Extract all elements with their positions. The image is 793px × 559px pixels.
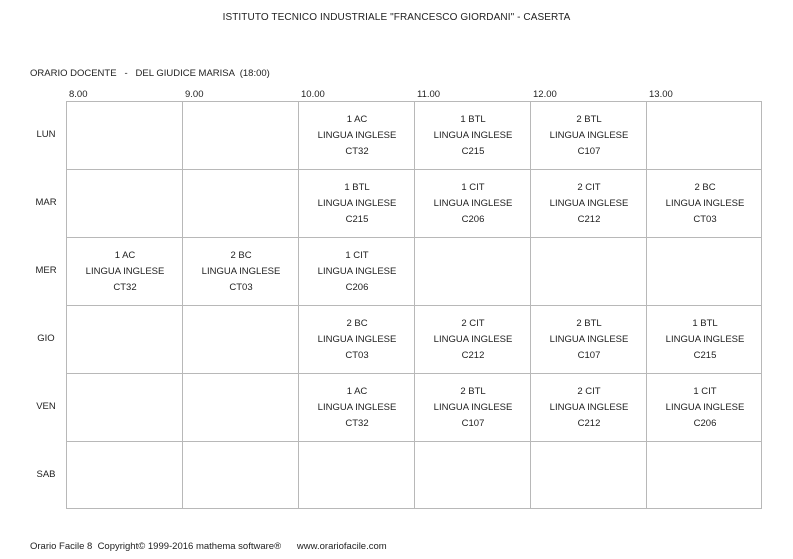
lesson-cell xyxy=(531,170,647,238)
lesson-class: 2 BC xyxy=(230,250,252,261)
lesson-room: C107 xyxy=(461,418,485,429)
day-label: MER xyxy=(35,265,57,276)
school-title: ISTITUTO TECNICO INDUSTRIALE "FRANCESCO GIORDANI" - CASERTA xyxy=(222,12,571,23)
lesson-subject: LINGUA INGLESE xyxy=(665,334,745,345)
hour-label: 13.00 xyxy=(649,89,673,100)
lesson-room: C206 xyxy=(461,214,485,225)
lesson-class: 1 BTL xyxy=(692,318,718,329)
lesson-class: 2 CIT xyxy=(461,318,485,329)
lesson-room: C206 xyxy=(345,282,369,293)
lesson-cell xyxy=(415,170,531,238)
lesson-class: 2 BTL xyxy=(576,114,602,125)
lesson-room: CT32 xyxy=(113,282,137,293)
lesson-subject: LINGUA INGLESE xyxy=(201,266,281,277)
lesson-cell xyxy=(531,306,647,374)
timetable-grid xyxy=(66,101,762,509)
lesson-cell xyxy=(299,306,415,374)
lesson-room: C107 xyxy=(577,350,601,361)
lesson-room: C212 xyxy=(577,418,601,429)
lesson-subject: LINGUA INGLESE xyxy=(549,130,629,141)
lesson-room: CT32 xyxy=(345,418,369,429)
lesson-subject: LINGUA INGLESE xyxy=(317,130,397,141)
lesson-subject: LINGUA INGLESE xyxy=(549,334,629,345)
lesson-subject: LINGUA INGLESE xyxy=(549,402,629,413)
lesson-cell xyxy=(299,170,415,238)
lesson-cell xyxy=(415,374,531,442)
lesson-cell xyxy=(647,170,763,238)
lesson-class: 2 BC xyxy=(694,182,716,193)
day-label: GIO xyxy=(37,333,55,344)
lesson-class: 2 CIT xyxy=(577,386,601,397)
lesson-cell xyxy=(647,374,763,442)
day-label: SAB xyxy=(36,469,56,480)
lesson-class: 2 BC xyxy=(346,318,368,329)
lesson-room: CT03 xyxy=(229,282,253,293)
hour-label: 9.00 xyxy=(185,89,204,100)
lesson-cell xyxy=(299,374,415,442)
lesson-cell xyxy=(531,374,647,442)
lesson-subject: LINGUA INGLESE xyxy=(317,198,397,209)
lesson-subject: LINGUA INGLESE xyxy=(665,198,745,209)
lesson-cell xyxy=(183,238,299,306)
lesson-cell xyxy=(531,102,647,170)
lesson-class: 1 AC xyxy=(346,114,368,125)
lesson-subject: LINGUA INGLESE xyxy=(665,402,745,413)
lesson-subject: LINGUA INGLESE xyxy=(317,402,397,413)
lesson-room: C206 xyxy=(693,418,717,429)
lesson-subject: LINGUA INGLESE xyxy=(433,402,513,413)
lesson-room: C107 xyxy=(577,146,601,157)
lesson-class: 1 CIT xyxy=(345,250,369,261)
lesson-room: C212 xyxy=(461,350,485,361)
lesson-class: 2 CIT xyxy=(577,182,601,193)
lesson-subject: LINGUA INGLESE xyxy=(317,266,397,277)
day-label: MAR xyxy=(35,197,57,208)
lesson-subject: LINGUA INGLESE xyxy=(549,198,629,209)
hour-label: 8.00 xyxy=(69,89,88,100)
lesson-class: 1 AC xyxy=(346,386,368,397)
hour-label: 12.00 xyxy=(533,89,557,100)
lesson-room: CT03 xyxy=(345,350,369,361)
lesson-room: C215 xyxy=(693,350,717,361)
lesson-subject: LINGUA INGLESE xyxy=(433,198,513,209)
lesson-class: 1 BTL xyxy=(344,182,370,193)
lesson-cell xyxy=(647,306,763,374)
lesson-class: 1 CIT xyxy=(693,386,717,397)
lesson-room: CT03 xyxy=(693,214,717,225)
lesson-class: 2 BTL xyxy=(576,318,602,329)
hour-label: 10.00 xyxy=(301,89,325,100)
lesson-class: 1 CIT xyxy=(461,182,485,193)
day-label: LUN xyxy=(36,129,56,140)
lesson-subject: LINGUA INGLESE xyxy=(317,334,397,345)
day-label: VEN xyxy=(36,401,56,412)
footer-credit: Orario Facile 8 Copyright© 1999-2016 mathema software® www.orariofacile.com xyxy=(30,541,387,552)
lesson-room: C215 xyxy=(461,146,485,157)
lesson-class: 2 BTL xyxy=(460,386,486,397)
hour-label: 11.00 xyxy=(417,89,441,100)
lesson-class: 1 AC xyxy=(114,250,136,261)
lesson-subject: LINGUA INGLESE xyxy=(433,334,513,345)
lesson-cell xyxy=(415,306,531,374)
lesson-cell xyxy=(299,238,415,306)
lesson-room: C212 xyxy=(577,214,601,225)
lesson-subject: LINGUA INGLESE xyxy=(85,266,165,277)
lesson-cell xyxy=(415,102,531,170)
lesson-subject: LINGUA INGLESE xyxy=(433,130,513,141)
lesson-room: CT32 xyxy=(345,146,369,157)
lesson-cell xyxy=(67,238,183,306)
teacher-schedule-label: ORARIO DOCENTE - DEL GIUDICE MARISA (18:00) xyxy=(30,68,270,79)
lesson-room: C215 xyxy=(345,214,369,225)
lesson-cell xyxy=(299,102,415,170)
lesson-class: 1 BTL xyxy=(460,114,486,125)
